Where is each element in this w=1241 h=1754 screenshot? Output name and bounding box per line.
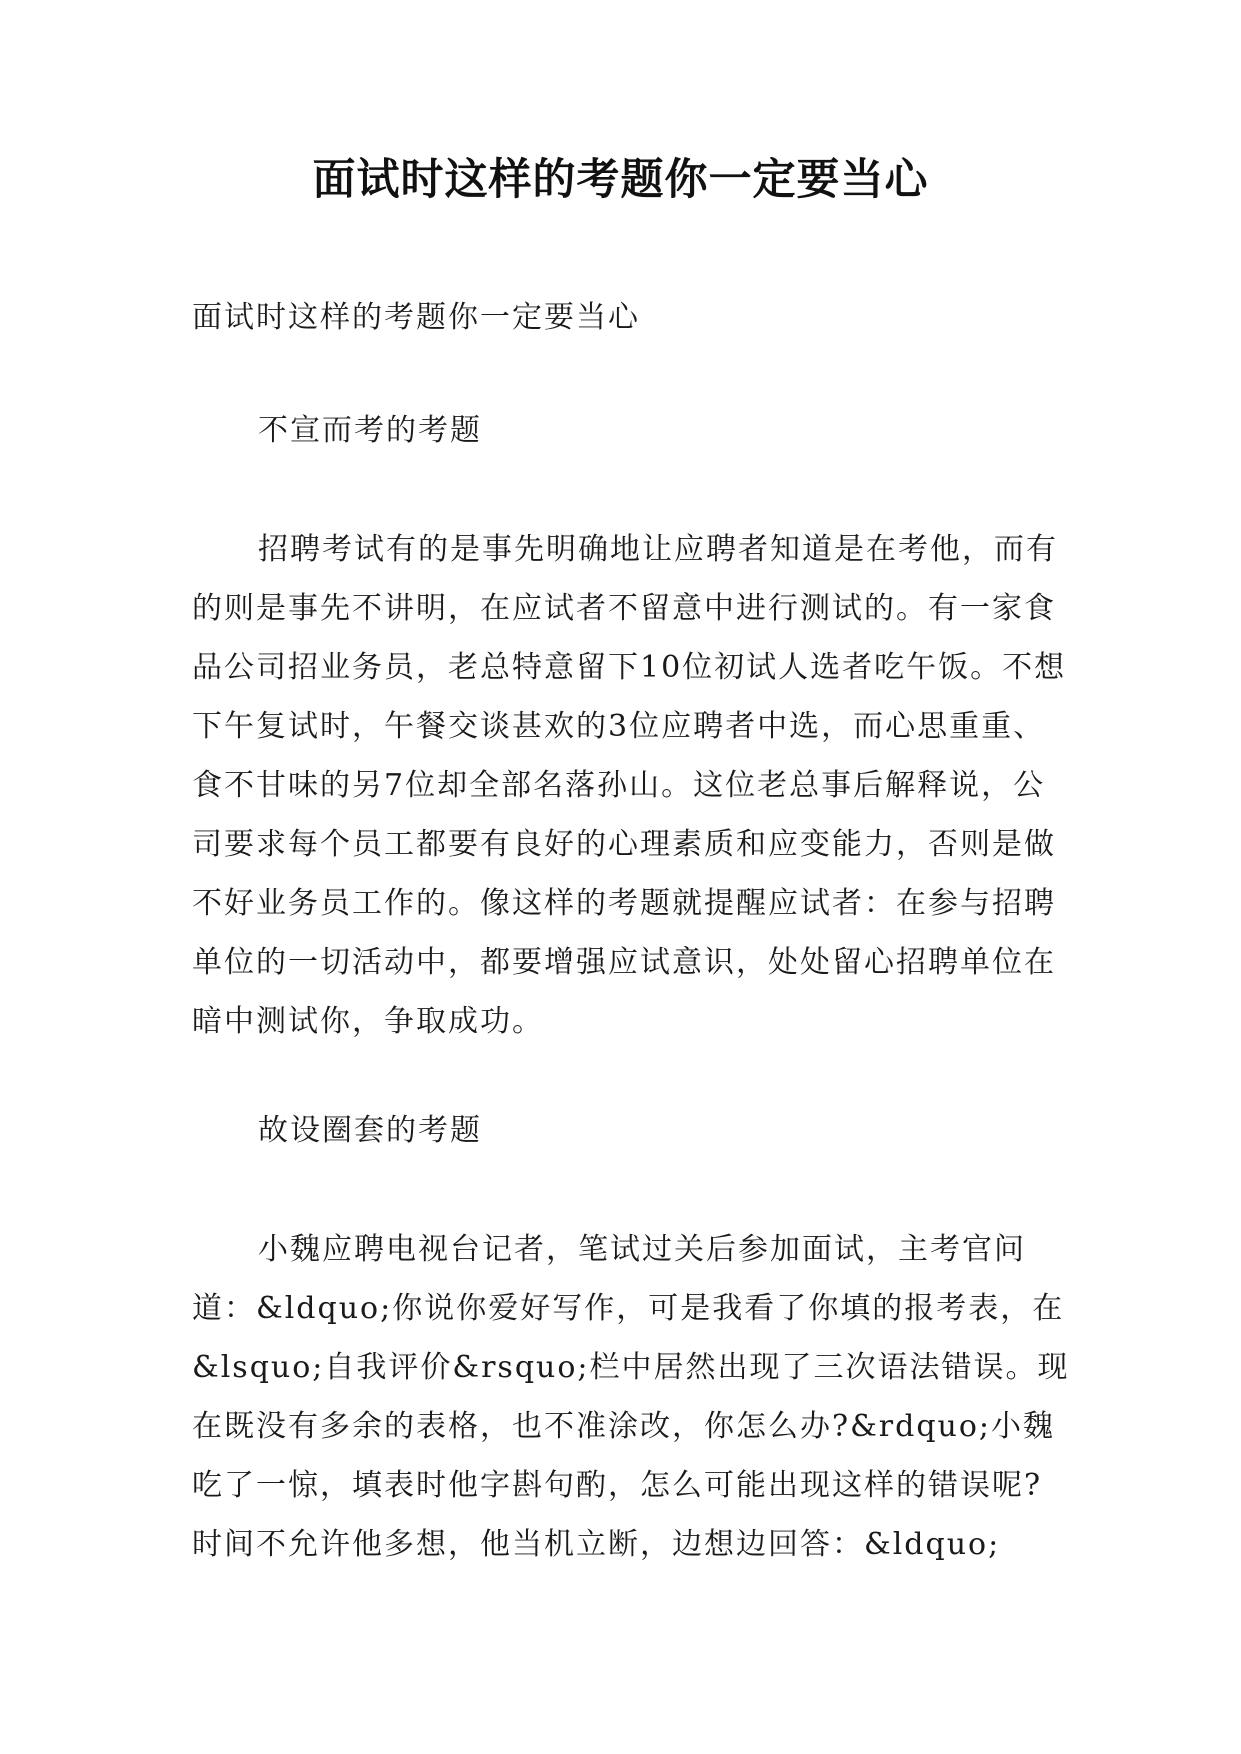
document-title: 面试时这样的考题你一定要当心: [312, 155, 929, 205]
section-paragraph: 招聘考试有的是事先明确地让应聘者知道是在考他，而有的则是事先不讲明，在应试者不留意中进行测试的。有一家食品公司招业务员，老总特意留下10位初试人选者吃午饭。不想下午复试时，午餐交谈甚欢的3位应聘者中选，而心思重重、食不甘味的另7位却全部名落孙山。这位老总事后解释说，公司要求每个员工都要有良好的心理素质和应变能力，否则是做不好业务员工作的。像这样的考题就提醒应试者：在参与招聘单位的一切活动中，都要增强应试意识，处处留心招聘单位在暗中测试你，争取成功。: [192, 532, 1067, 1039]
section-heading: 不宣而考的考题: [258, 413, 482, 448]
document-subtitle: 面试时这样的考题你一定要当心: [192, 300, 640, 335]
section-paragraph: 小魏应聘电视台记者，笔试过关后参加面试，主考官问道：&ldquo;你说你爱好写作，可是我看了你填的报考表，在&lsquo;自我评价&rsquo;栏中居然出现了三次语法错误。现在既没有多余的表格，也不准涂改，你怎么办?&rdquo;小魏吃了一惊，填表时他字斟句酌，怎么可能出现这样的错误呢?时间不允许他多想，他当机立断，边想边回答：&ldquo;: [192, 1232, 1070, 1562]
section-heading: 故设圈套的考题: [258, 1113, 482, 1148]
